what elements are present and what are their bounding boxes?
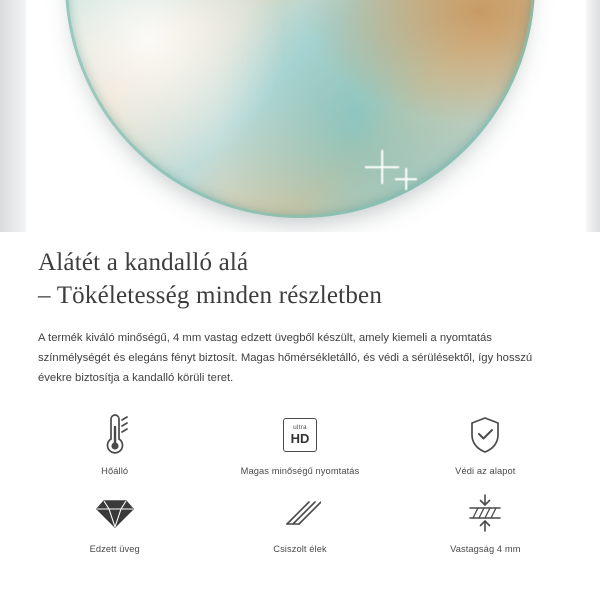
feature-caption: Vastagság 4 mm [450, 544, 521, 554]
content-section [0, 232, 600, 554]
hero-right-edge-band [586, 0, 600, 232]
feature-item-tempered-glass [22, 490, 207, 554]
feature-grid [0, 412, 600, 554]
thermometer-icon [95, 412, 135, 458]
page-title-line2: – Tökéletesség minden részletben [38, 282, 383, 309]
feature-item-thickness [393, 490, 578, 554]
feature-caption: Védi az alapot [455, 466, 516, 476]
round-glass-mat [65, 0, 535, 218]
page-title-line1: Alátét a kandalló alá [38, 249, 249, 276]
feature-caption: Edzett üveg [89, 544, 140, 554]
marble-pattern-surface [65, 0, 535, 218]
ultra-hd-icon [283, 412, 317, 458]
diamond-icon [93, 490, 137, 536]
feature-item-heat-resistant [22, 412, 207, 476]
feature-item-protects-base [393, 412, 578, 476]
page-title [0, 232, 600, 312]
feature-caption: Csiszolt élek [273, 544, 327, 554]
feature-item-polished-edges [207, 490, 392, 554]
thickness-arrows-icon [464, 490, 506, 536]
feature-caption: Hőálló [101, 466, 129, 476]
polished-edge-icon [279, 490, 321, 536]
feature-caption: Magas minőségű nyomtatás [240, 466, 360, 476]
hero-left-edge-band [0, 0, 26, 232]
shield-check-icon [465, 412, 505, 458]
hd-label: HD [290, 431, 310, 447]
feature-item-print-quality [207, 412, 392, 476]
hero-image [0, 0, 600, 232]
ultra-label: ultra [293, 423, 307, 431]
product-description-text: A termék kiváló minőségű, 4 mm vastag edzett üvegből készült, amely kiemeli a nyomtatás színmélységét és elegáns fényt biztosít. Magas hőmérsékletálló, és védi a sérülésektől, így hosszú évekre biztosítja a kandalló körüli teret. [38, 332, 533, 384]
